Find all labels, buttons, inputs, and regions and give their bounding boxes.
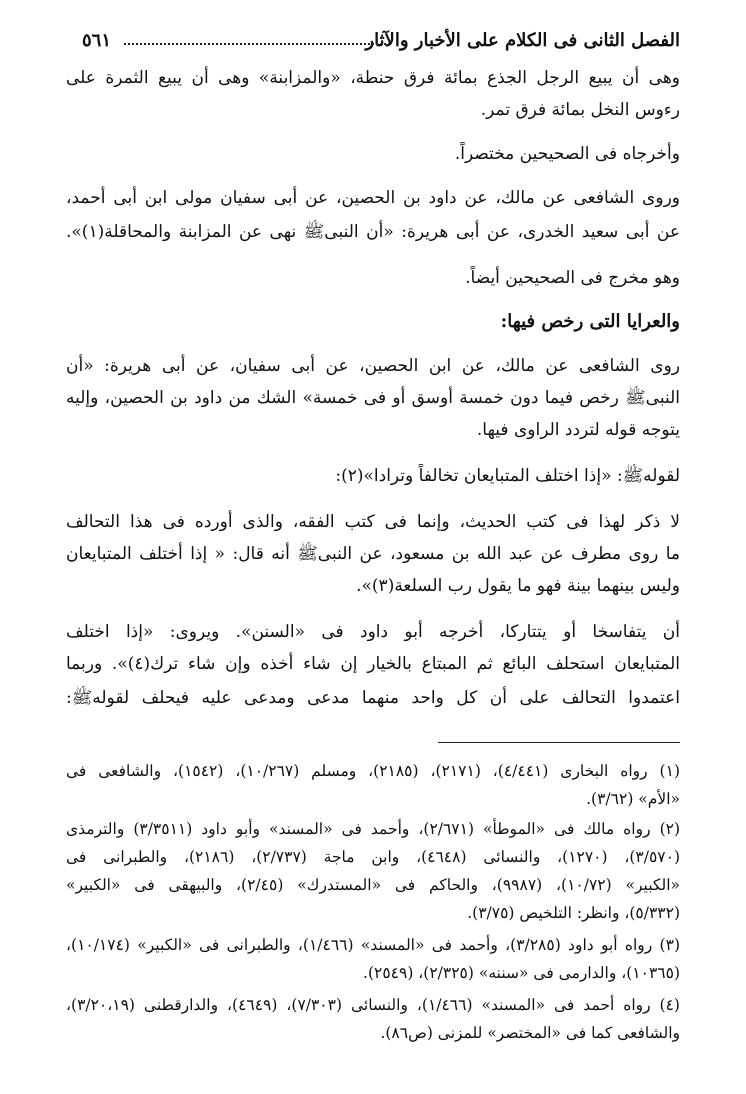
footnote-separator [438,742,680,743]
body-line: يتوجه قوله لتردد الراوى فيها. [476,420,680,440]
page-number: ٥٦١ [82,30,112,51]
footnote-line: (٣) رواه أبو داود (٣/٢٨٥)، وأحمد فى «المسند» (١/٤٦٦)، والطبرانى فى «الكبير» (١٠/١٧٤)، [66,936,680,954]
footnote-line: (٣/٥٧٠)، (١٢٧٠)، والنسائى (٤٦٤٨)، وابن ماجة (٢/٧٣٧)، (٢١٨٦)، والطبرانى فى [66,848,680,866]
body-line: روى الشافعى عن مالك، عن ابن الحصين، عن أبى سفيان، عن أبى هريرة: «أن [66,356,680,376]
body-line: عن أبى سعيد الخدرى، عن أبى هريرة: «أن النبىﷺ نهى عن المزابنة والمحاقلة(١)». [66,222,680,242]
footnote-line: (١٠٣٦٥)، والدارمى فى «سننه» (٢/٣٢٥)، (٢٥٤٩). [363,964,680,982]
footnote-line: «الكبير» (١٠/٧٢)، (٩٩٨٧)، والحاكم فى «المستدرك» (٢/٤٥)، والبيهقى فى «الكبير» [66,876,680,894]
footnote-line: والشافعى كما فى «المختصر» للمزنى (ص٨٦). [380,1024,680,1042]
body-line: أن يتفاسخا أو يتتاركا، أخرجه أبو داود فى «السنن». ويروى: «إذا اختلف [66,622,680,642]
footnote-line: (٤) رواه أحمد فى «المسند» (١/٤٦٦)، والنسائى (٧/٣٠٣)، (٤٦٤٩)، والدارقطنى (٣/٢٠،١٩)، [66,996,680,1014]
body-line: وهى أن يبيع الرجل الجذع بمائة فرق حنطة، «والمزابنة» وهى أن يبيع الثمرة على [66,68,680,88]
body-line: لا ذكر لهذا فى كتب الحديث، وإنما فى كتب الفقه، والذى أورده فى هذا التحالف [66,512,680,532]
running-header-title: الفصل الثانى فى الكلام على الأخبار والآثار [365,30,680,51]
body-line: رءوس النخل بمائة فرق تمر. [480,100,680,120]
footnote-line: (١) رواه البخارى (٤/٤٤١)، (٢١٧١)، (٢١٨٥)، ومسلم (١٠/٢٦٧)، (١٥٤٢)، والشافعى فى [66,762,680,780]
body-line: لقولهﷺ: «إذا اختلف المتبايعان تخالفاً وترادا»(٢): [335,466,680,486]
body-line: وليس بينهما بينة فهو ما يقول رب السلعة(٣)». [356,576,680,596]
header-leader-dots [124,43,390,45]
body-line: وهو مخرج فى الصحيحين أيضاً. [465,268,680,288]
body-line: وأخرجاه فى الصحيحين مختصراً. [454,144,680,164]
body-line: المتبايعان استحلف البائع ثم المبتاع بالخيار إن شاء أخذه وإن شاء ترك(٤)». وربما [66,654,680,674]
footnote-line: (٥/٣٣٢)، وانظر: التلخيص (٣/٧٥). [467,904,680,922]
footnote-line: «الأم» (٣/٦٢). [586,790,680,808]
body-line: النبىﷺ رخص فيما دون خمسة أوسق أو فى خمسة» الشك من داود بن الحصين، وإليه [66,388,680,408]
section-heading: والعرايا التى رخص فيها: [500,311,680,332]
footnote-line: (٢) رواه مالك فى «الموطأ» (٢/٦٧١)، وأحمد فى «المسند» وأبو داود (٣/٣٥١١) والترمذى [66,820,680,838]
body-line: ما روى مطرف عن عبد الله بن مسعود، عن النبىﷺ أنه قال: « إذا أختلف المتبايعان [66,544,680,564]
body-line: وروى الشافعى عن مالك، عن داود بن الحصين، عن أبى سفيان مولى ابن أبى أحمد، [66,188,680,208]
body-line: اعتمدوا التحالف على أن كل واحد منهما مدعى ومدعى عليه فيحلف لقولهﷺ: [66,688,680,708]
